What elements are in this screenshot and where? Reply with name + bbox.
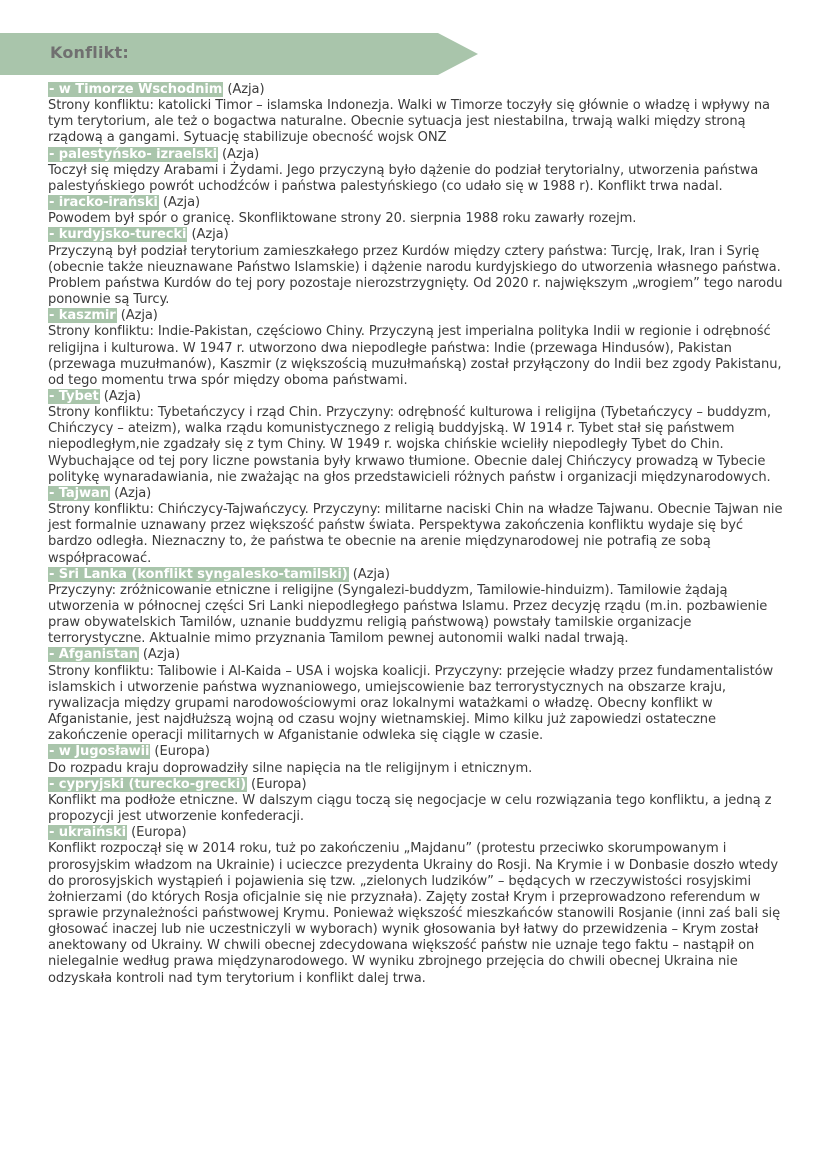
conflict-name: - kurdyjsko-turecki bbox=[49, 227, 187, 243]
conflict-entry bbox=[48, 825, 783, 987]
conflict-name: - Afganistan bbox=[49, 647, 138, 663]
conflict-name: - iracko-irański bbox=[49, 195, 158, 211]
conflict-entry bbox=[48, 647, 783, 744]
conflict-region: (Europa) bbox=[150, 744, 210, 760]
conflict-entry bbox=[48, 486, 783, 567]
conflict-name: - kaszmir bbox=[49, 308, 116, 324]
conflict-description: Toczył się między Arabami i Żydami. Jego przyczyną było dążenie do podział terytorialny, utworzenia państwa palestyńskiego powrót uchodźców i państwa palestyńskiego (co udało się w 1988 r). Konflikt trwa nadal. bbox=[48, 162, 759, 194]
conflict-description: Konflikt ma podłoże etniczne. W dalszym ciągu toczą się negocjacje w celu rozwiązania tego konfliktu, a jedną z propozycji jest utworzenie konfederacji. bbox=[48, 792, 772, 825]
title-banner bbox=[0, 33, 478, 75]
title-colon: : bbox=[122, 43, 129, 62]
conflict-heading bbox=[48, 227, 783, 243]
conflict-region: (Europa) bbox=[127, 825, 187, 841]
conflict-name: - palestyńsko- izraelski bbox=[49, 146, 217, 162]
conflict-name: - cypryjski (turecko-grecki) bbox=[49, 776, 246, 792]
conflict-list bbox=[48, 82, 783, 987]
conflict-entry bbox=[48, 195, 783, 227]
conflict-heading bbox=[48, 825, 783, 841]
conflict-entry bbox=[48, 389, 783, 486]
conflict-heading bbox=[48, 744, 783, 760]
conflict-region: (Europa) bbox=[247, 776, 307, 792]
conflict-description: Strony konfliktu: katolicki Timor – islamska Indonezja. Walki w Timorze toczyły się głównie o władzę i wpływy na tym terytorium, ale też o bogactwa naturalne. Obecnie sytuacja jest niestabilna, trwają walki między stroną rządową a gangami. Sytuację stabilizuje obecność wojsk ONZ bbox=[48, 98, 770, 146]
conflict-description: Strony konfliktu: Talibowie i Al-Kaida – USA i wojska koalicji. Przyczyny: przejęcie władzy przez fundamentalistów islamskich i utworzenie państwa wyznaniowego, umiejscowienie baz terrorystycznych na obszarze kraju, rywalizacja między grupami narodowościowymi oraz lokalnymi watażkami o władzę. Obecny konflikt w Afganistanie, jest najdłuższą wojną od czasu wojny wietnamskiej. Mimo kilku już zapowiedzi ostateczne zakończenie operacji militarnych w Afganistanie odwleka się ciągle w czasie. bbox=[48, 663, 774, 744]
conflict-entry bbox=[48, 777, 783, 825]
conflict-name: - Sri Lanka (konflikt syngalesko-tamilski) bbox=[49, 566, 348, 582]
conflict-description: Przyczyny: zróżnicowanie etniczne i religijne (Syngalezi-buddyzm, Tamilowie-hinduizm). Tamilowie żądają utworzenia w północnej części Sri Lanki niepodległego państwa Islamu. Przez decyzję rządu (m.in. pozbawienie praw obywatelskich Tamilów, uznanie buddyzmu religią państwową) powstały tamilskie organizacje terrorystyczne. Aktualnie mimo przyznania Tamilom pewnej autonomii walki nadal trwają. bbox=[48, 582, 768, 647]
conflict-entry bbox=[48, 227, 783, 308]
conflict-entry bbox=[48, 567, 783, 648]
conflict-region: (Azja) bbox=[217, 146, 260, 162]
conflict-heading bbox=[48, 777, 783, 793]
conflict-description: Do rozpadu kraju doprowadziły silne napięcia na tle religijnym i etnicznym. bbox=[48, 760, 533, 776]
conflict-entry bbox=[48, 308, 783, 389]
conflict-region: (Azja) bbox=[110, 485, 152, 501]
conflict-description: Konflikt rozpoczął się w 2014 roku, tuż po zakończeniu „Majdanu” (protestu przeciwko skorumpowanym i prorosyjskim władzom na Ukrainie) i ucieczce prezydenta Ukrainy do Rosji. Na Krymie i w Donbasie doszło wtedy do prorosyjskich wystąpień i pojawienia się tzw. „zielonych ludzików” – będących w rzeczywistości rosyjskimi żołnierzami (do których Rosja oficjalnie się nie przyznała). Zajęty został Krym i przeprowadzono referendum w sprawie przynależności państwowej Krymu. Ponieważ większość mieszkańców stanowili Rosjanie (inni zaś bali się głosować inaczej lub nie uczestniczyli w wyborach) wynik głosowania był łatwy do przewidzenia – Krym został anektowany od Ukrainy. W chwili obecnej zdecydowana większość państw nie uznaje tego faktu – nastąpił on nielegalnie według prawa międzynarodowego. W wyniku zbrojnego przejęcia do chwili obecnej Ukraina nie odzyskała kontroli nad tym terytorium i konflikt dalej trwa. bbox=[48, 841, 781, 986]
conflict-region: (Azja) bbox=[158, 195, 200, 211]
conflict-region: (Azja) bbox=[99, 388, 141, 404]
conflict-description: Strony konfliktu: Tybetańczycy i rząd Chin. Przyczyny: odrębność kulturowa i religijna (Tybetańczycy – buddyzm, Chińczycy – ateizm), walka rządu komunistycznego z religią buddyjską. W 1914 r. Tybet stał się państwem niepodległym,nie zgadzały się z tym Chiny. W 1949 r. wojska chińskie wcieliły niepodległy Tybet do Chin. Wybuchające od tej pory liczne powstania były krwawo tłumione. Obecnie dalej Chińczycy prowadzą w Tybecie politykę wynaradawiania, nie zważając na głos przedstawicieli różnych państw i organizacji międzynarodowych. bbox=[48, 405, 771, 485]
conflict-entry bbox=[48, 147, 783, 195]
conflict-name: - w Jugosławii bbox=[49, 744, 150, 760]
conflict-region: (Azja) bbox=[116, 308, 158, 324]
conflict-name: - w Timorze Wschodnim bbox=[49, 82, 223, 97]
conflict-heading bbox=[48, 195, 783, 211]
conflict-description: Strony konfliktu: Indie-Pakistan, częściowo Chiny. Przyczyną jest imperialna polityka Indii w regionie i odrębność religijna i kulturowa. W 1947 r. utworzono dwa niepodległe państwa: Indie (przewaga Hindusów), Pakistan (przewaga muzułmanów), Kaszmir (z większością muzułmańską) został przyłączony do Indii bez zgody Pakistanu, od tego momentu trwa spór między oboma państwami. bbox=[48, 324, 782, 388]
conflict-name: - Tajwan bbox=[49, 485, 110, 501]
conflict-region: (Azja) bbox=[348, 566, 390, 582]
title-text: Konflikt bbox=[50, 43, 123, 62]
conflict-name: - Tybet bbox=[49, 388, 99, 404]
conflict-description: Strony konfliktu: Chińczycy-Tajwańczycy. Przyczyny: militarne naciski Chin na władze Tajwanu. Obecnie Tajwan nie jest formalnie uznawany przez większość państw świata. Perspektywa zakończenia konfliktu wydaje się być bardzo odległa. Nieznaczny to, że państwa te obecnie na arenie międzynarodowej nie potrafią ze sobą współpracować. bbox=[48, 502, 783, 566]
conflict-description: Przyczyną był podział terytorium zamieszkałego przez Kurdów między cztery państwa: Turcję, Irak, Iran i Syrię (obecnie także nieuznawane Państwo Islamskie) i dążenie narodu kurdyjskiego do utworzenia własnego państwa. Problem państwa Kurdów do tej pory pozostaje nierozstrzygnięty. Od 2020 r. największym „wrogiem” tego narodu ponownie są Turcy. bbox=[48, 243, 783, 308]
conflict-heading bbox=[48, 389, 783, 405]
conflict-entry bbox=[48, 744, 783, 776]
conflict-heading bbox=[48, 82, 783, 98]
conflict-region: (Azja) bbox=[223, 82, 265, 97]
conflict-region: (Azja) bbox=[187, 227, 229, 243]
conflict-name: - ukraiński bbox=[49, 825, 127, 841]
conflict-heading bbox=[48, 308, 783, 324]
conflict-entry bbox=[48, 82, 783, 147]
conflict-heading bbox=[48, 147, 783, 163]
conflict-description: Powodem był spór o granicę. Skonfliktowane strony 20. sierpnia 1988 roku zawarły rozejm. bbox=[48, 211, 637, 227]
conflict-heading bbox=[48, 567, 783, 583]
conflict-heading bbox=[48, 486, 783, 502]
page-title bbox=[50, 43, 129, 62]
conflict-region: (Azja) bbox=[138, 647, 181, 663]
conflict-heading bbox=[48, 647, 783, 663]
